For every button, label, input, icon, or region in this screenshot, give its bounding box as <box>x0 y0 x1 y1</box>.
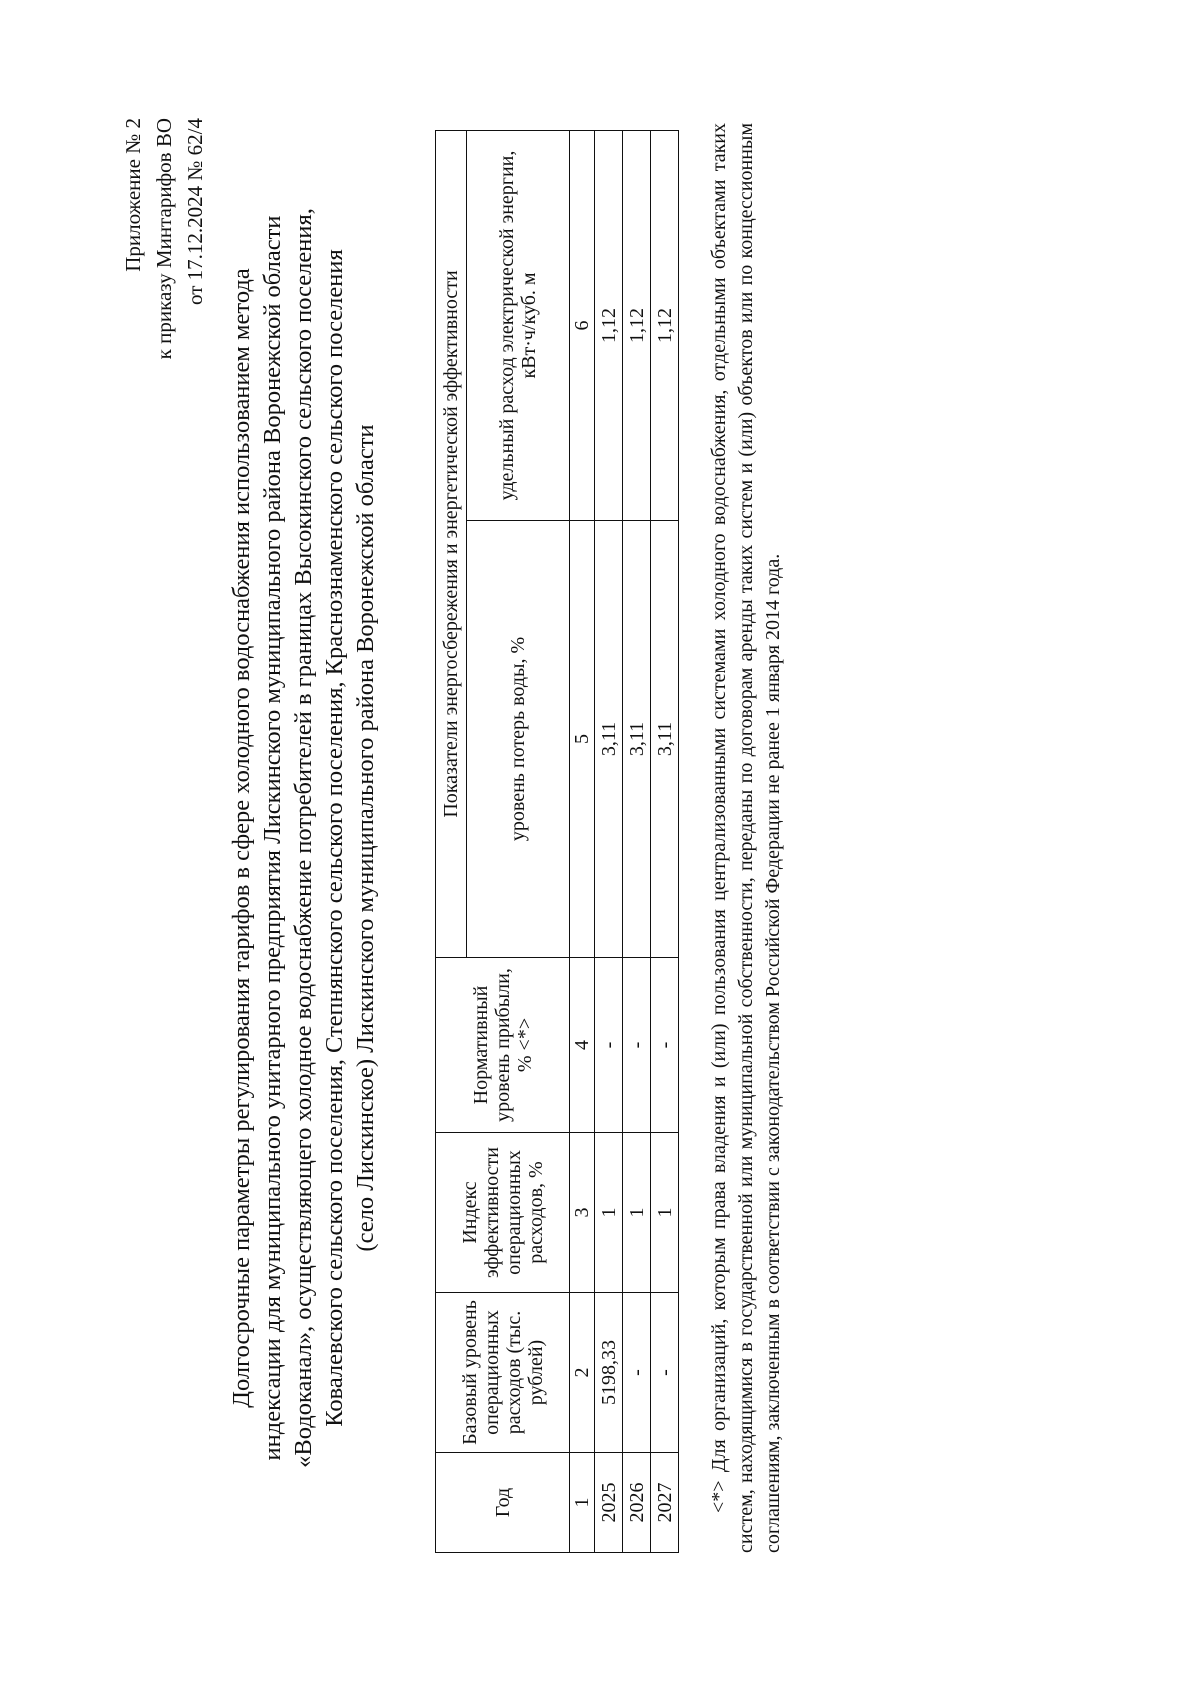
column-number: 3 <box>570 1133 595 1293</box>
table-row <box>651 131 679 1553</box>
title-line: индексации для муниципального унитарного предприятия Лискинского муниципального района Воронежской области <box>259 215 286 1461</box>
header-efficiency-index: Индекс эффективности операционных расходов, % <box>436 1133 570 1293</box>
footnote: <*> Для организаций, которым права владения и (или) пользования централизованными системами холодного водоснабжения, отдельными объектами таких систем, находящимися в государственной или муниципальной собственности, переданы по договорам аренды таких систем и (или) объектов или по концессионным соглашениям, заключенным в соответствии с законодательством Российской Федерации не ранее 1 января 2014 года. <box>708 123 784 1553</box>
cell-water-loss: 3,11 <box>595 521 623 958</box>
column-number: 4 <box>570 958 595 1133</box>
header-year: Год <box>436 1453 570 1553</box>
title-line: Долгосрочные параметры регулирования тарифов в сфере холодного водоснабжения использованием метода <box>228 268 255 1408</box>
cell-electricity: 1,12 <box>595 131 623 521</box>
cell-electricity: 1,12 <box>623 131 651 521</box>
column-number: 5 <box>570 521 595 958</box>
header-electricity: удельный расход электрической энергии, кВт·ч/куб. м <box>467 131 570 521</box>
appendix-date: от 17.12.2024 № 62/4 <box>183 118 207 306</box>
cell-profit-norm: - <box>651 958 679 1133</box>
appendix-number: Приложение № 2 <box>121 118 145 272</box>
title-line: (село Лискинское) Лискинского муниципального района Воронежской области <box>352 424 379 1252</box>
header-profit-norm: Нормативный уровень прибыли, % <*> <box>436 958 570 1133</box>
header-energy-group: Показатели энергосбережения и энергетической эффективности <box>436 131 467 958</box>
column-numbers-row <box>570 131 595 1553</box>
appendix-order: к приказу Минтарифов ВО <box>152 118 176 360</box>
cell-base-opex: - <box>651 1293 679 1453</box>
cell-electricity: 1,12 <box>651 131 679 521</box>
appendix-header <box>118 118 211 359</box>
cell-base-opex: - <box>623 1293 651 1453</box>
document-title <box>226 113 381 1563</box>
cell-profit-norm: - <box>623 958 651 1133</box>
cell-year: 2025 <box>595 1453 623 1553</box>
parameters-table <box>435 130 679 1553</box>
title-line: «Водоканал», осуществляющего холодное водоснабжение потребителей в границах Высокинского сельского поселения, <box>290 208 317 1468</box>
cell-year: 2026 <box>623 1453 651 1553</box>
cell-water-loss: 3,11 <box>623 521 651 958</box>
header-base-opex: Базовый уровень операционных расходов (тыс. рублей) <box>436 1293 570 1453</box>
title-line: Ковалевского сельского поселения, Степнянского сельского поселения, Краснознаменского сельского поселения <box>321 249 348 1427</box>
column-number: 6 <box>570 131 595 521</box>
cell-year: 2027 <box>651 1453 679 1553</box>
cell-water-loss: 3,11 <box>651 521 679 958</box>
cell-efficiency-index: 1 <box>595 1133 623 1293</box>
cell-base-opex: 5198,33 <box>595 1293 623 1453</box>
header-water-loss: уровень потерь воды, % <box>467 521 570 958</box>
cell-profit-norm: - <box>595 958 623 1133</box>
column-number: 2 <box>570 1293 595 1453</box>
cell-efficiency-index: 1 <box>651 1133 679 1293</box>
table-row <box>623 131 651 1553</box>
table-row <box>595 131 623 1553</box>
cell-efficiency-index: 1 <box>623 1133 651 1293</box>
column-number: 1 <box>570 1453 595 1553</box>
